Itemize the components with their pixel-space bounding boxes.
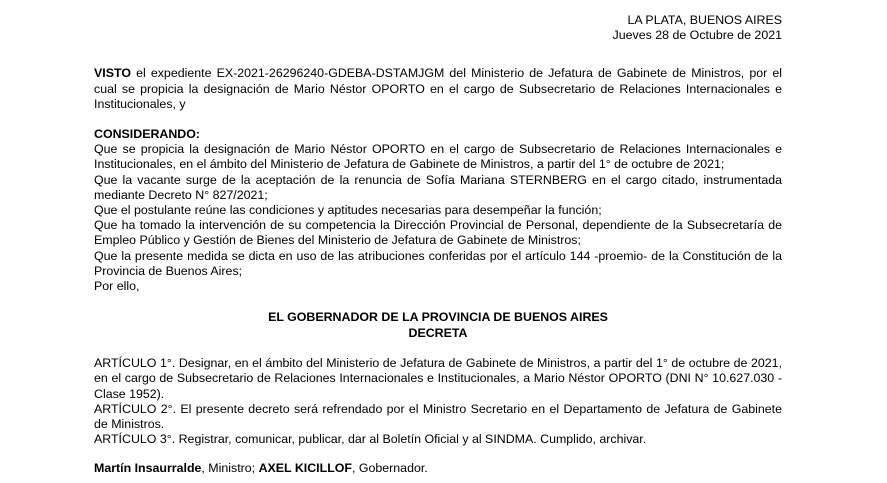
date-line: Jueves 28 de Octubre de 2021: [612, 28, 782, 43]
decree-action: DECRETA: [408, 326, 468, 341]
location-line: LA PLATA, BUENOS AIRES: [627, 13, 782, 27]
considerando-paragraph: Que la presente medida se dicta en uso de las atribuciones conferidas por el artículo 144 -proemio- de la Constitución de la Provincia de Buenos Aires;: [94, 248, 782, 278]
governor-name: AXEL KICILLOF: [258, 461, 352, 476]
article-paragraph: ARTÍCULO 2°. El presente decreto será refrendado por el Ministro Secretario en el Departamento de Jefatura de Gabinete de Ministros.: [94, 401, 782, 432]
governor-role: , Gobernador.: [351, 461, 428, 476]
considerando-section: [94, 127, 782, 294]
visto-text: el expediente EX-2021-26296240-GDEBA-DSTAMJGM del Ministerio de Jefatura de Gabinete de Ministros, por el cual se propicia la designación de Mario Néstor OPORTO en el cargo de Subsecretario de Relaciones Internacionales e Institucionales, y: [94, 66, 782, 111]
decree-document: [94, 13, 782, 477]
considerando-heading: CONSIDERANDO:: [94, 127, 201, 142]
minister-name: Martín Insaurralde: [94, 461, 202, 476]
considerando-paragraph: Que se propicia la designación de Mario Néstor OPORTO en el cargo de Subsecretario de Relaciones Internacionales e Institucionales, en el ámbito del Ministerio de Jefatura de Gabinete de Ministros, a partir del 1° de octubre de 2021;: [94, 142, 782, 172]
decree-authority: EL GOBERNADOR DE LA PROVINCIA DE BUENOS AIRES: [268, 310, 608, 325]
article-paragraph: ARTÍCULO 3°. Registrar, comunicar, publicar, dar al Boletín Oficial y al SINDMA. Cumplido, archivar.: [94, 432, 647, 447]
decree-heading-block: [94, 309, 782, 341]
document-header: [94, 13, 782, 43]
considerando-paragraph: Que el postulante reúne las condiciones y aptitudes necesarias para desempeñar la función;: [94, 203, 602, 218]
considerando-paragraph: Que la vacante surge de la aceptación de la renuncia de Sofía Mariana STERNBERG en el cargo citado, instrumentada mediante Decreto N° 827/2021;: [94, 172, 782, 202]
articles-section: [94, 356, 782, 447]
considerando-paragraph: Por ello,: [94, 279, 140, 294]
visto-label: VISTO: [94, 66, 131, 81]
visto-paragraph: [94, 66, 782, 112]
minister-role: , Ministro;: [201, 461, 259, 476]
article-paragraph: ARTÍCULO 1°. Designar, en el ámbito del Ministerio de Jefatura de Gabinete de Ministros, a partir del 1° de octubre de 2021, en el cargo de Subsecretario de Relaciones Internacionales e Institucionales, a Mario Néstor OPORTO (DNI N° 10.627.030 - Clase 1952).: [94, 356, 782, 401]
considerando-paragraph: Que ha tomado la intervención de su competencia la Dirección Provincial de Personal, dependiente de la Subsecretaría de Empleo Público y Gestión de Bienes del Ministerio de Jefatura de Gabinete de Ministros;: [94, 218, 782, 248]
signature-line: [94, 461, 782, 476]
